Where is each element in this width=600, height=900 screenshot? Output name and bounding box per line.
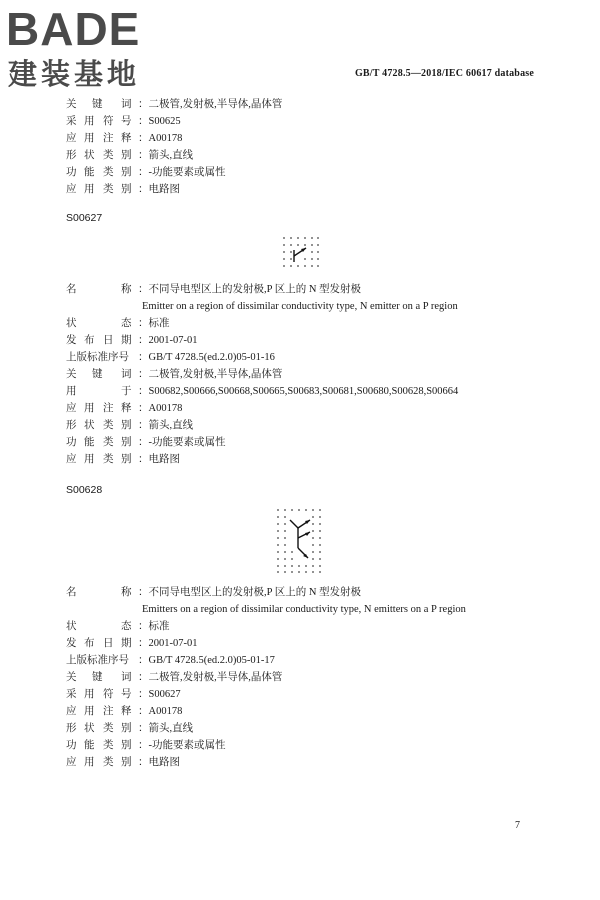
label-note: 应 用 注 释 <box>66 403 132 414</box>
prev-note-value: ：A00178 <box>138 133 183 144</box>
label-shape: 形 状 类 别 <box>66 420 132 431</box>
label-used-in: 用 于 <box>66 386 132 397</box>
s00627-symbol-icon <box>282 236 320 272</box>
s00628-shape: ：箭头,直线 <box>138 723 194 734</box>
label-note: 应 用 注 释 <box>66 133 132 144</box>
logo-bade-text: BADE <box>6 3 141 55</box>
s00627-shape: ：箭头,直线 <box>138 420 194 431</box>
label-date: 发 布 日 期 <box>66 638 132 649</box>
s00628-note: ：A00178 <box>138 706 183 717</box>
s00628-prev: ：GB/T 4728.5(ed.2.0)05-01-17 <box>138 655 275 666</box>
label-application: 应 用 类 别 <box>66 184 132 195</box>
label-application: 应 用 类 别 <box>66 454 132 465</box>
s00628-uses: ：S00627 <box>138 689 181 700</box>
label-date: 发 布 日 期 <box>66 335 132 346</box>
label-function: 功 能 类 别 <box>66 167 132 178</box>
label-status: 状 态 <box>66 621 132 632</box>
label-prev: 上版标准序号 <box>66 352 129 363</box>
label-keywords: 关 键 词 <box>66 672 132 683</box>
label-name: 名 称 <box>66 587 132 598</box>
s00628-status: ：标准 <box>138 621 170 632</box>
s00627-function: ：-功能要素或属性 <box>138 437 226 448</box>
label-keywords: 关 键 词 <box>66 99 132 110</box>
prev-function-value: ：-功能要素或属性 <box>138 167 226 178</box>
s00627-application: ：电路图 <box>138 454 180 465</box>
label-application: 应 用 类 别 <box>66 757 132 768</box>
prev-application-value: ：电路图 <box>138 184 180 195</box>
label-name: 名 称 <box>66 284 132 295</box>
label-shape: 形 状 类 别 <box>66 150 132 161</box>
bade-logo <box>6 4 181 96</box>
s00628-name-cn: ：不同导电型区上的发射极,P 区上的 N 型发射极 <box>138 587 362 598</box>
s00627-keywords: ：二极管,发射极,半导体,晶体管 <box>138 369 283 380</box>
s00628-function: ：-功能要素或属性 <box>138 740 226 751</box>
label-note: 应 用 注 释 <box>66 706 132 717</box>
s00628-name-en: Emitters on a region of dissimilar conductivity type, N emitters on a P region <box>142 604 466 615</box>
prev-uses-value: ：S00625 <box>138 116 181 127</box>
logo-chinese-text: 建装基地 <box>8 57 141 91</box>
s00628-application: ：电路图 <box>138 757 180 768</box>
label-function: 功 能 类 别 <box>66 437 132 448</box>
standard-code: GB/T 4728.5—2018/IEC 60617 database <box>354 68 534 79</box>
label-keywords: 关 键 词 <box>66 369 132 380</box>
s00627-status: ：标准 <box>138 318 170 329</box>
s00627-date: ：2001-07-01 <box>138 335 198 346</box>
label-shape: 形 状 类 别 <box>66 723 132 734</box>
prev-keywords-value: ：二极管,发射极,半导体,晶体管 <box>138 99 283 110</box>
label-uses: 采 用 符 号 <box>66 116 132 127</box>
s00627-prev: ：GB/T 4728.5(ed.2.0)05-01-16 <box>138 352 275 363</box>
label-function: 功 能 类 别 <box>66 740 132 751</box>
s00628-title: S00628 <box>66 484 103 496</box>
s00627-note: ：A00178 <box>138 403 183 414</box>
page-number: 7 <box>515 820 520 831</box>
s00628-date: ：2001-07-01 <box>138 638 198 649</box>
s00627-title: S00627 <box>66 212 103 224</box>
label-uses: 采 用 符 号 <box>66 689 132 700</box>
s00627-name-en: Emitter on a region of dissimilar conductivity type, N emitter on a P region <box>142 301 458 312</box>
prev-shape-value: ：箭头,直线 <box>138 150 194 161</box>
s00627-used-in: ：S00682,S00666,S00668,S00665,S00683,S00681,S00680,S00628,S00664 <box>138 386 459 397</box>
s00628-keywords: ：二极管,发射极,半导体,晶体管 <box>138 672 283 683</box>
label-prev: 上版标准序号 <box>66 655 129 666</box>
s00627-name-cn: ：不同导电型区上的发射极,P 区上的 N 型发射极 <box>138 284 362 295</box>
s00628-symbol-icon <box>276 508 322 574</box>
label-status: 状 态 <box>66 318 132 329</box>
